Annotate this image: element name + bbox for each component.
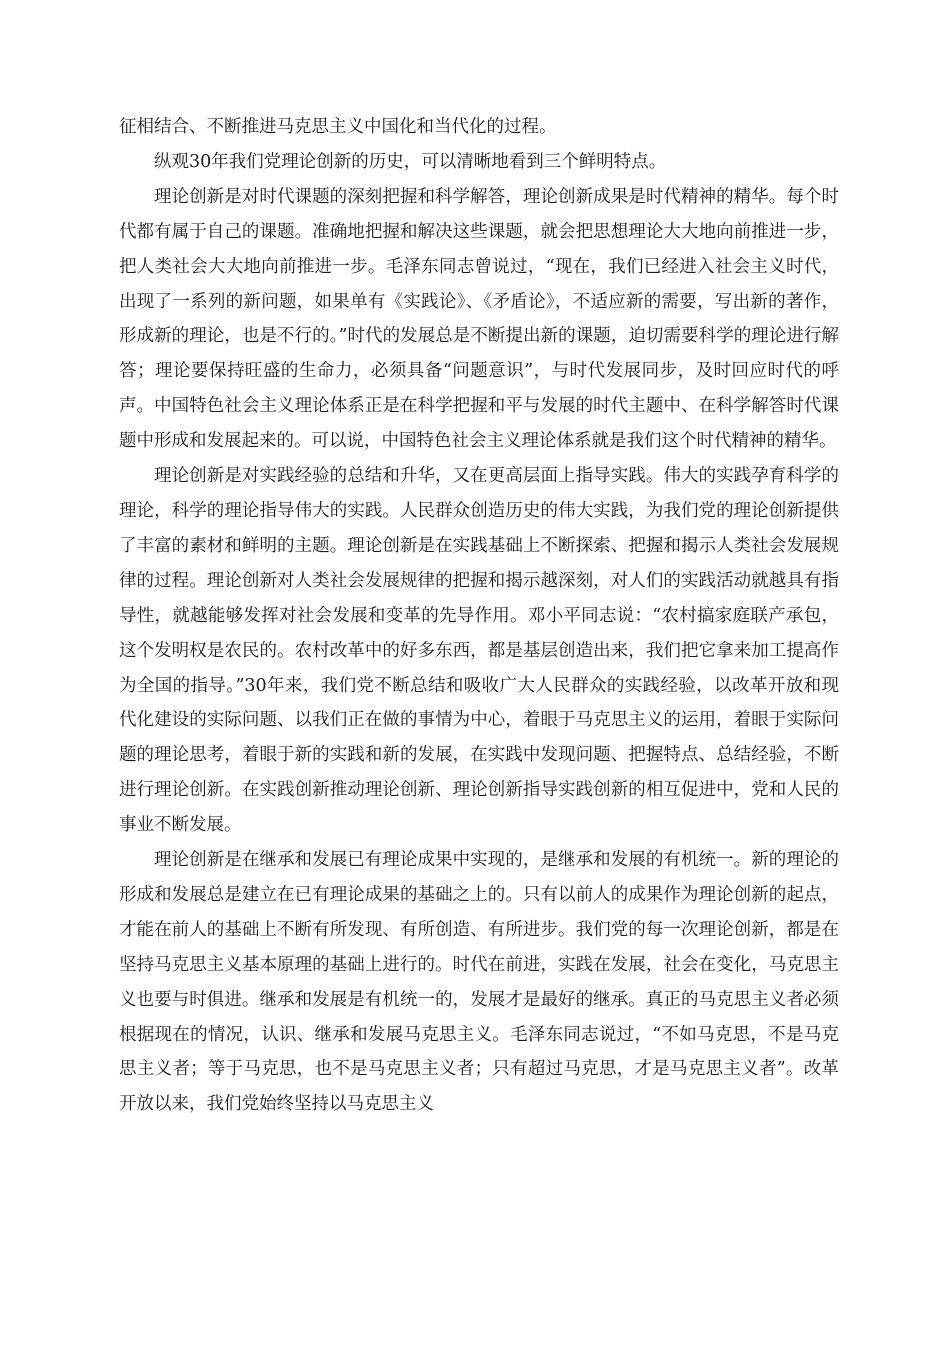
paragraph-feature-two: 理论创新是对实践经验的总结和升华，又在更高层面上指导实践。伟大的实践孕育科学的理论，科学的理论指导伟大的实践。人民群众创造历史的伟大实践，为我们党的理论创新提供了丰富的素材和鲜明的主题。理论创新是在实践基础上不断探索、把握和揭示人类社会发展规律的过程。理论创新对人类社会发展规律的把握和揭示越深刻，对人们的实践活动就越具有指导性，就越能够发挥对社会发展和变革的先导作用。邓小平同志说：“农村搞家庭联产承包，这个发明权是农民的。农村改革中的好多东西，都是基层创造出来，我们把它拿来加工提高作为全国的指导。”30年来，我们党不断总结和吸收广大人民群众的实践经验，以改革开放和现代化建设的实际问题、以我们正在做的事情为中心，着眼于马克思主义的运用，着眼于实际问题的理论思考，着眼于新的实践和新的发展，在实践中发现问题、把握特点、总结经验，不断进行理论创新。在实践创新推动理论创新、理论创新指导实践创新的相互促进中，党和人民的事业不断发展。 — [119, 466, 839, 836]
paragraph-continuation: 征相结合、不断推进马克思主义中国化和当代化的过程。 — [119, 117, 557, 137]
document-body — [119, 110, 839, 1122]
paragraph-feature-one: 理论创新是对时代课题的深刻把握和科学解答，理论创新成果是时代精神的精华。每个时代都有属于自己的课题。准确地把握和解决这些课题，就会把思想理论大大地向前推进一步，把人类社会大大地向前推进一步。毛泽东同志曾说过，“现在，我们已经进入社会主义时代，出现了一系列的新问题，如果单有《实践论》、《矛盾论》，不适应新的需要，写出新的著作，形成新的理论，也是不行的。”时代的发展总是不断提出新的课题，迫切需要科学的理论进行解答；理论要保持旺盛的生命力，必须具备“问题意识”，与时代发展同步，及时回应时代的呼声。中国特色社会主义理论体系正是在科学把握和平与发展的时代主题中、在科学解答时代课题中形成和发展起来的。可以说，中国特色社会主义理论体系就是我们这个时代精神的精华。 — [119, 186, 839, 452]
paragraph-overview: 纵观30年我们党理论创新的历史，可以清晰地看到三个鲜明特点。 — [154, 151, 667, 172]
paragraph-feature-three: 理论创新是在继承和发展已有理论成果中实现的，是继承和发展的有机统一。新的理论的形成和发展总是建立在已有理论成果的基础之上的。只有以前人的成果作为理论创新的起点，才能在前人的基础上不断有所发现、有所创造、有所进步。我们党的每一次理论创新，都是在坚持马克思主义基本原理的基础上进行的。时代在前进，实践在发展，社会在变化，马克思主义也要与时俱进。继承和发展是有机统一的，发展才是最好的继承。真正的马克思主义者必须根据现在的情况，认识、继承和发展马克思主义。毛泽东同志说过，“不如马克思，不是马克思主义者；等于马克思，也不是马克思主义者；只有超过马克思，才是马克思主义者”。改革开放以来，我们党始终坚持以马克思主义 — [119, 850, 839, 1115]
